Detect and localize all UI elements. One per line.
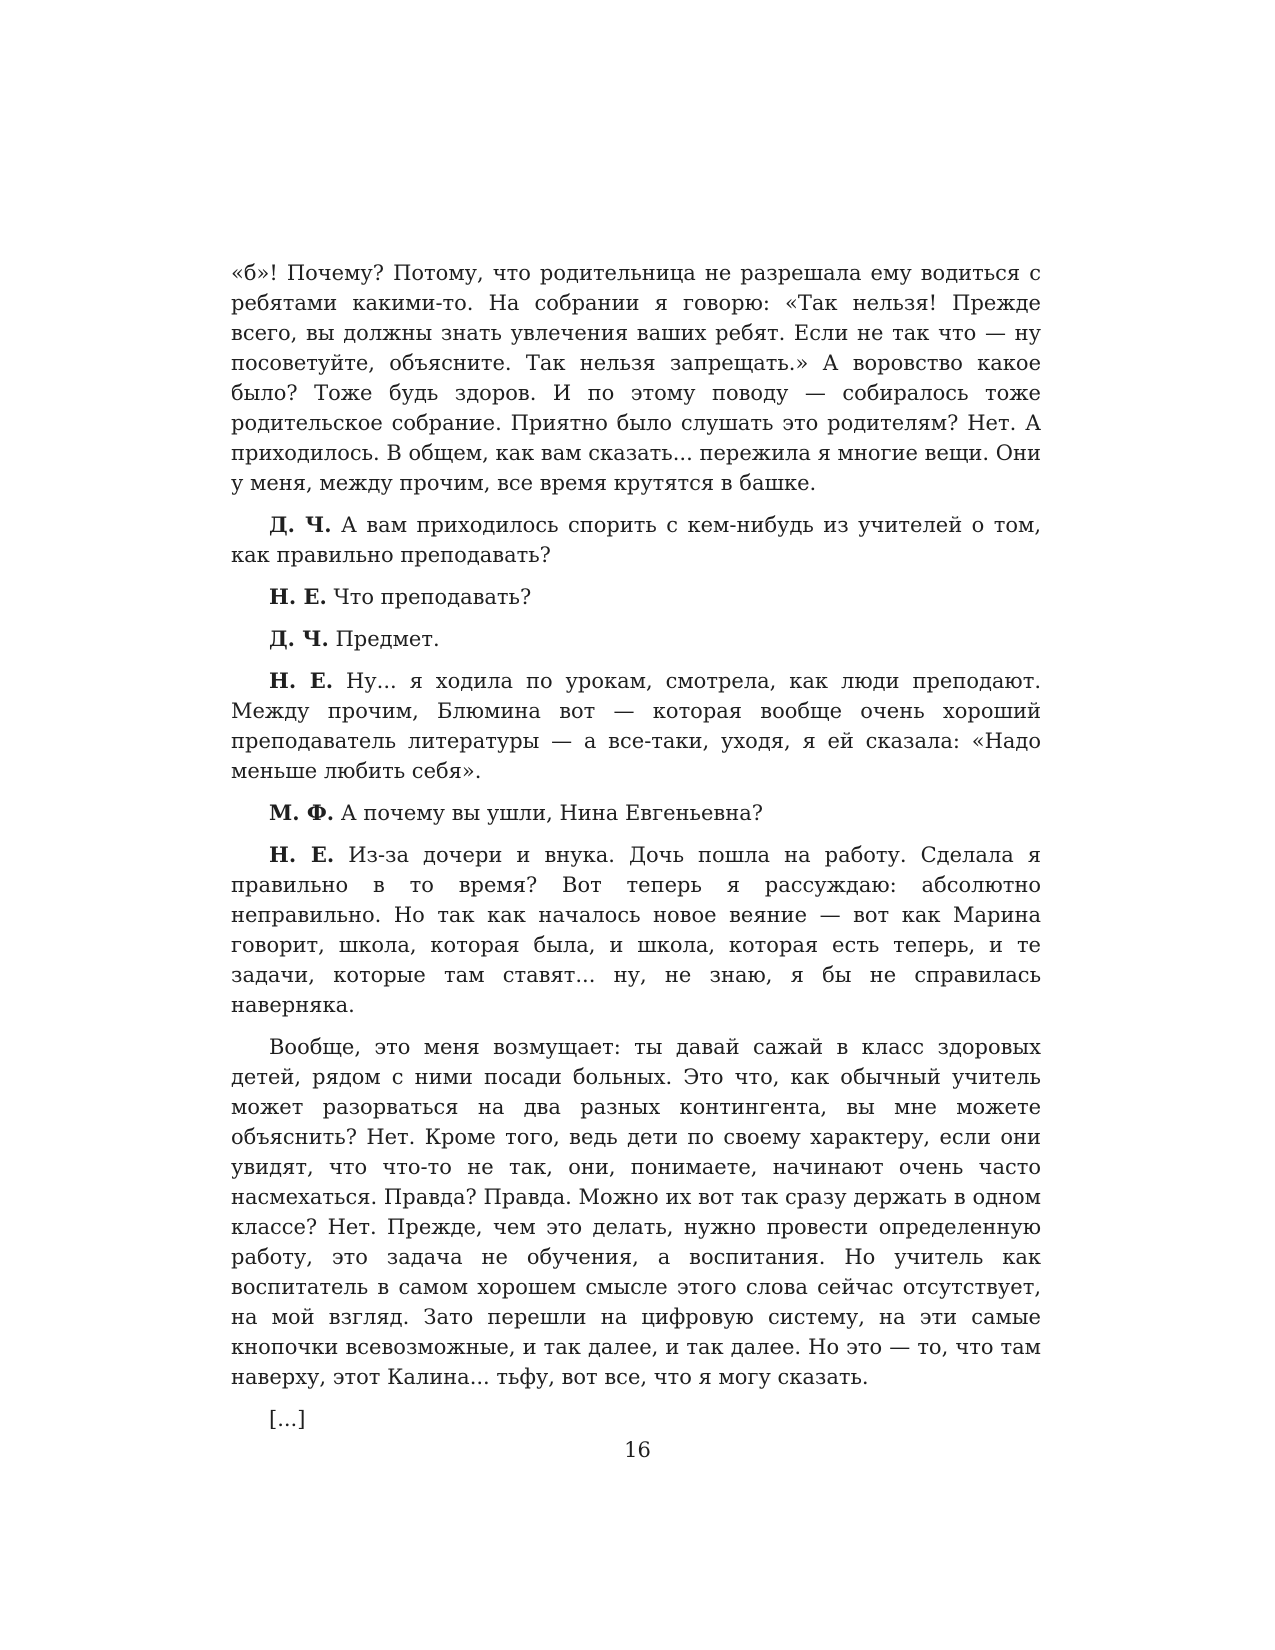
paragraph-text: «б»! Почему? Потому, что родительница не разрешала ему водиться с ребятами какими-то. На собрании я говорю: «Так нельзя! Прежде всего, вы должны знать увлечения ваших ребят. Если не так что — ну посоветуйте, объясните. Так нельзя запрещать.» А воровство какое было? Тоже будь здоров. И по этому поводу — собиралось тоже родительское собрание. Приятно было слушать это родителям? Нет. А приходилось. В общем, как вам сказать... пережила я многие вещи. Они у меня, между прочим, все время крутятся в башке. xyxy=(231,261,1041,495)
paragraph-text: Предмет. xyxy=(335,627,440,651)
dialogue-paragraph xyxy=(231,798,1041,828)
document-body xyxy=(231,258,1041,1434)
paragraph-text: Из-за дочери и внука. Дочь пошла на работу. Сделала я правильно в то время? Вот теперь я рассуждаю: абсолютно неправильно. Но так как началось новое веяние — вот как Марина говорит, школа, которая была, и школа, которая есть теперь, и те задачи, которые там ставят... ну, не знаю, я бы не справилась наверняка. xyxy=(231,843,1041,1017)
paragraph-text: Вообще, это меня возмущает: ты давай сажай в класс здоровых детей, рядом с ними посади больных. Это что, как обычный учитель может разорваться на два разных контингента, вы мне можете объяснить? Нет. Кроме того, ведь дети по своему характеру, если они увидят, что что-то не так, они, понимаете, начинают очень часто насмехаться. Правда? Правда. Можно их вот так сразу держать в одном классе? Нет. Прежде, чем это делать, нужно провести определенную работу, это задача не обучения, а воспитания. Но учитель как воспитатель в самом хорошем смысле этого слова сейчас отсутствует, на мой взгляд. Зато перешли на цифровую систему, на эти самые кнопочки всевозможные, и так далее, и так далее. Но это — то, что там наверху, этот Калина... тьфу, вот все, что я могу сказать. xyxy=(231,1035,1041,1389)
paragraph-continuation xyxy=(231,258,1041,498)
speaker-label: Д. Ч. xyxy=(269,512,332,537)
dialogue-paragraph xyxy=(231,510,1041,570)
speaker-label: Н. Е. xyxy=(269,842,335,867)
speaker-label: Д. Ч. xyxy=(269,626,329,651)
dialogue-paragraph xyxy=(231,840,1041,1020)
paragraph-text: Ну... я ходила по урокам, смотрела, как люди преподают. Между прочим, Блюмина вот — которая вообще очень хороший преподаватель литературы — а все-таки, уходя, я ей сказала: «Надо меньше любить себя». xyxy=(231,669,1041,783)
speaker-label: Н. Е. xyxy=(269,668,334,693)
paragraph-text: А почему вы ушли, Нина Евгеньевна? xyxy=(340,801,764,825)
dialogue-paragraph xyxy=(231,582,1041,612)
speaker-label: Н. Е. xyxy=(269,584,327,609)
paragraph-text: А вам приходилось спорить с кем-нибудь из учителей о том, как правильно преподавать? xyxy=(231,513,1042,567)
paragraph xyxy=(231,1032,1041,1392)
speaker-label: М. Ф. xyxy=(269,800,335,825)
dialogue-paragraph xyxy=(231,666,1041,786)
dialogue-paragraph xyxy=(231,624,1041,654)
paragraph-text: Что преподавать? xyxy=(333,585,532,609)
omission-mark: [...] xyxy=(269,1407,306,1431)
page-number: 16 xyxy=(624,1438,651,1462)
